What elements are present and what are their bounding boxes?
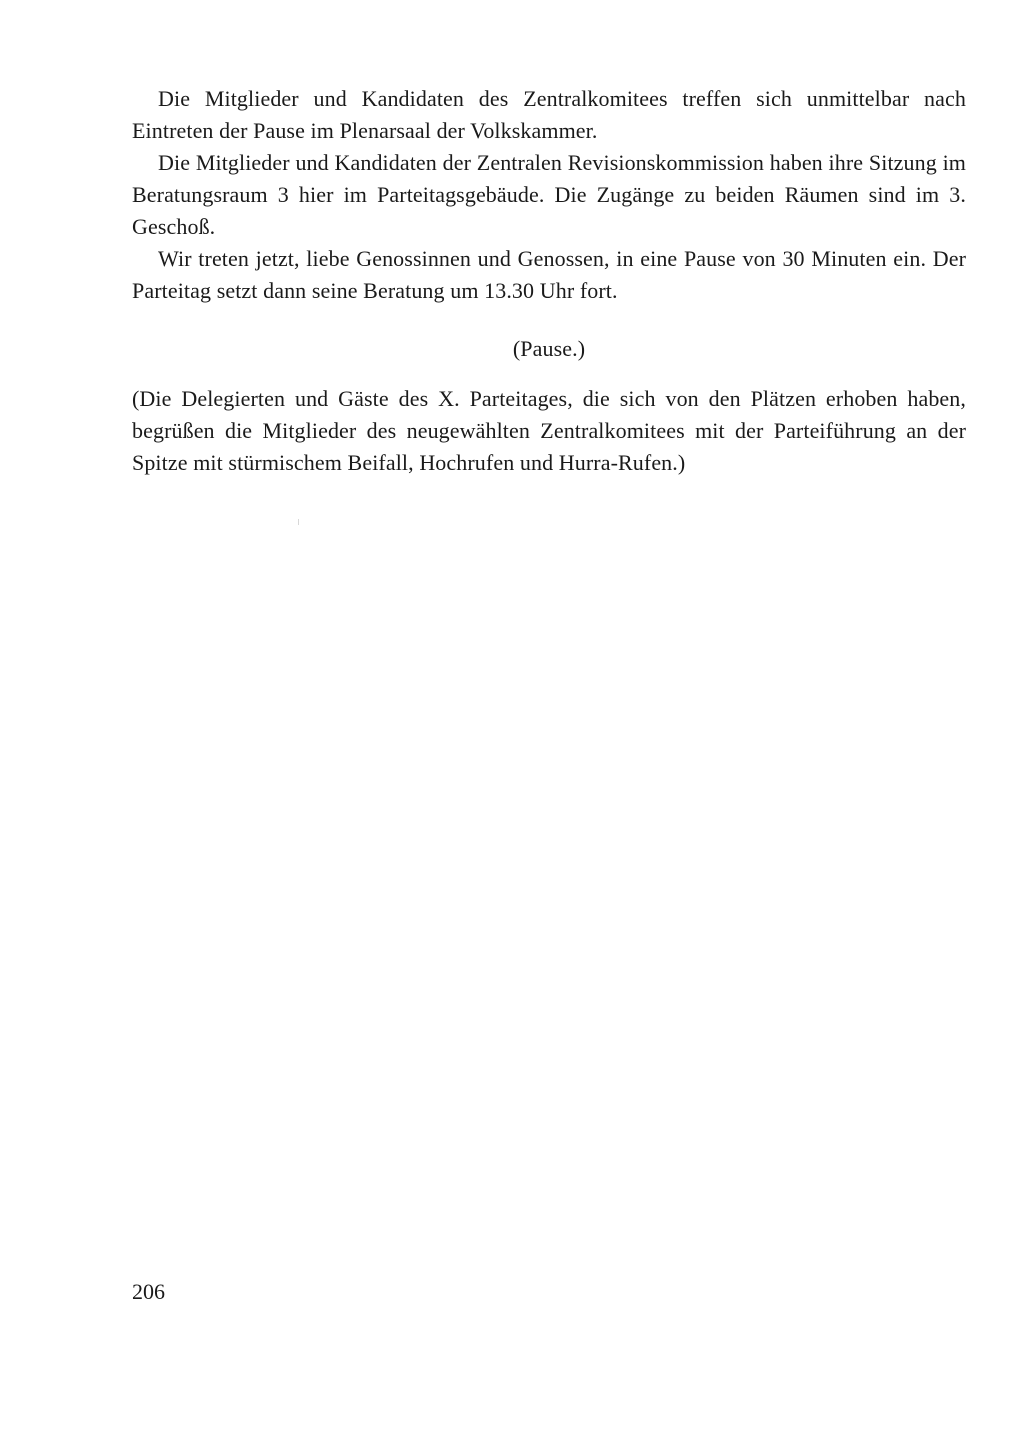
pause-remark: (Pause.) (512, 336, 586, 361)
scan-speck (298, 519, 299, 525)
paragraph-3: Wir treten jetzt, liebe Genossinnen und Genossen, in eine Pause von 30 Minuten ein. Der Parteitag setzt dann seine Beratung um 13.30 Uhr fort. (132, 246, 966, 303)
page-number: 206 (132, 1279, 165, 1304)
body-text (132, 83, 966, 479)
stage-direction-note: (Die Delegierten und Gäste des X. Parteitages, die sich von den Plätzen erhoben haben, begrüßen die Mitglieder des neugewählten Zentralkomitees mit der Parteiführung an der Spitze mit stürmischem Beifall, Hochrufen und Hurra-Rufen.) (132, 386, 966, 475)
paragraph-2: Die Mitglieder und Kandidaten der Zentralen Revisionskommission haben ihre Sitzung im Beratungsraum 3 hier im Parteitagsgebäude. Die Zugänge zu beiden Räumen sind im 3. Geschoß. (132, 150, 966, 239)
paragraph-1: Die Mitglieder und Kandidaten des Zentralkomitees treffen sich unmittelbar nach Eintreten der Pause im Plenarsaal der Volkskammer. (132, 86, 966, 143)
